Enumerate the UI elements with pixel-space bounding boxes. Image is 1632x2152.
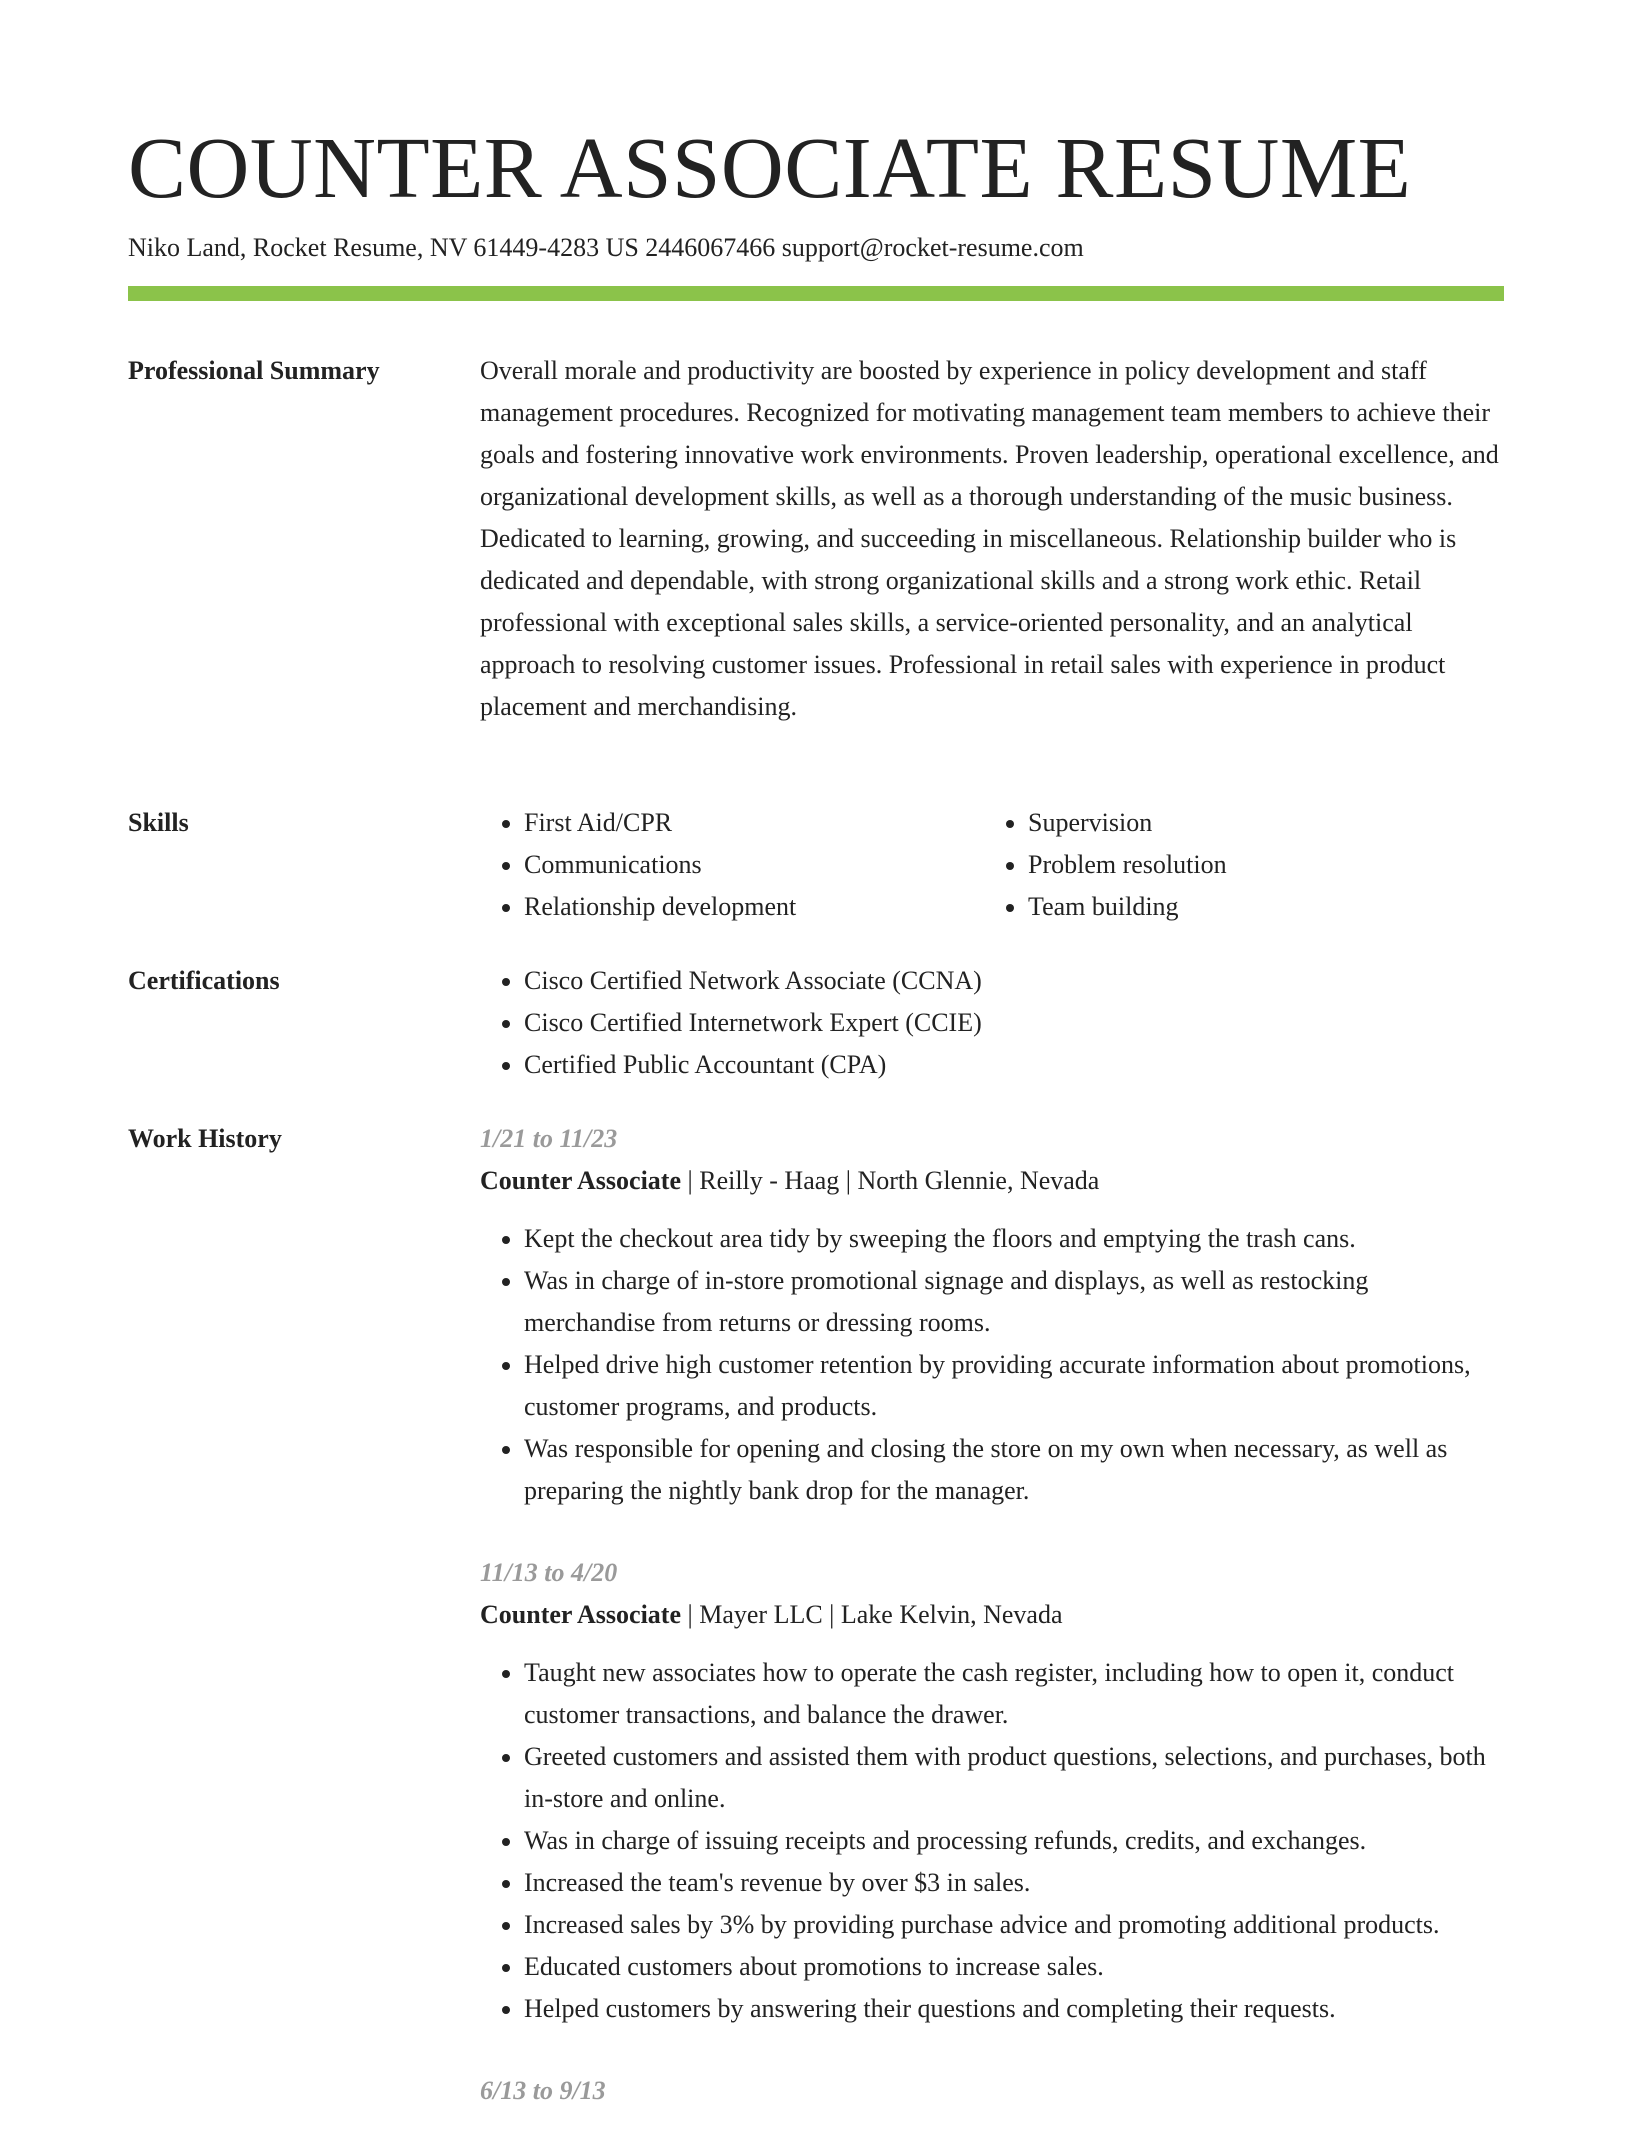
summary-text: Overall morale and productivity are boosted by experience in policy development and staff management procedures. Recognized for motivating management team members to achieve their goals and fostering innovative work environments. Proven leadership, operational excellence, and organizational development skills, as well as a thorough understanding of the music business. Dedicated to learning, growing, and succeeding in miscellaneous. Relationship builder who is dedicated and dependable, with strong organizational skills and a strong work ethic. Retail professional with exceptional sales skills, a service-oriented personality, and an analytical approach to resolving customer issues. Professional in retail sales with experience in product placement and merchandising.	[480, 356, 1499, 721]
skill-item: • Team building	[1028, 886, 1488, 928]
summary-label: Professional Summary	[128, 356, 380, 385]
certification-item: • Cisco Certified Internetwork Expert (CCIE)	[524, 1002, 1506, 1044]
job-duty-item: • Educated customers about promotions to increase sales.	[524, 1946, 1506, 1988]
skills-label: Skills	[128, 808, 189, 837]
job-title: Counter Associate	[480, 1166, 682, 1195]
job-duty-item: • Taught new associates how to operate the cash register, including how to open it, conduct customer transactions, and balance the drawer.	[524, 1652, 1506, 1736]
job-entry	[480, 2070, 1506, 2112]
work-history-body	[480, 1118, 1506, 2152]
certifications-label: Certifications	[128, 966, 280, 995]
job-duty-item: • Was in charge of in-store promotional signage and displays, as well as restocking merchandise from returns or dressing rooms.	[524, 1260, 1506, 1344]
job-duty-item: • Was in charge of issuing receipts and processing refunds, credits, and exchanges.	[524, 1820, 1506, 1862]
job-employer-location: | Reilly - Haag | North Glennie, Nevada	[681, 1166, 1100, 1195]
summary-body	[480, 350, 1506, 728]
skill-item: • Supervision	[1028, 802, 1488, 844]
job-duty-item: • Was responsible for opening and closing the store on my own when necessary, as well as preparing the nightly bank drop for the manager.	[524, 1428, 1506, 1512]
skill-item: • Communications	[524, 844, 984, 886]
certifications-list	[480, 960, 1506, 1086]
certification-item: • Cisco Certified Network Associate (CCNA)	[524, 960, 1506, 1002]
skill-item: • Relationship development	[524, 886, 984, 928]
job-duty-item: • Increased sales by 3% by providing purchase advice and promoting additional products.	[524, 1904, 1506, 1946]
job-duties-list	[480, 1218, 1506, 1512]
job-duty-item: • Greeted customers and assisted them with product questions, selections, and purchases, both in-store and online.	[524, 1736, 1506, 1820]
job-heading	[480, 1594, 1506, 1636]
skills-list-right	[984, 802, 1488, 928]
job-duty-item: • Helped drive high customer retention by providing accurate information about promotions, customer programs, and products.	[524, 1344, 1506, 1428]
skill-item: • First Aid/CPR	[524, 802, 984, 844]
resume-page	[128, 0, 1504, 2112]
job-dates: 11/13 to 4/20	[480, 1558, 618, 1587]
job-title: Counter Associate	[480, 1600, 682, 1629]
accent-divider	[128, 286, 1504, 301]
skill-item: • Problem resolution	[1028, 844, 1488, 886]
job-duty-item: • Helped customers by answering their questions and completing their requests.	[524, 1988, 1506, 2030]
job-entry	[480, 1118, 1506, 1512]
certification-item: • Certified Public Accountant (CPA)	[524, 1044, 1506, 1086]
job-duty-item: • Increased the team's revenue by over $3 in sales.	[524, 1862, 1506, 1904]
job-duties-list	[480, 1652, 1506, 2030]
contact-line: Niko Land, Rocket Resume, NV 61449-4283 US 2446067466 support@rocket-resume.com	[128, 233, 1084, 262]
job-dates: 6/13 to 9/13	[480, 2076, 606, 2105]
job-employer-location: | Mayer LLC | Lake Kelvin, Nevada	[681, 1600, 1063, 1629]
job-duty-item: • Kept the checkout area tidy by sweeping the floors and emptying the trash cans.	[524, 1218, 1506, 1260]
skills-body	[480, 802, 1506, 928]
job-dates: 1/21 to 11/23	[480, 1124, 618, 1153]
job-entry	[480, 1552, 1506, 2030]
job-heading	[480, 1160, 1506, 1202]
skills-list-left	[480, 802, 984, 928]
work-history-label: Work History	[128, 1124, 282, 1153]
certifications-body	[480, 960, 1506, 1086]
resume-title: COUNTER ASSOCIATE RESUME	[128, 119, 1412, 216]
